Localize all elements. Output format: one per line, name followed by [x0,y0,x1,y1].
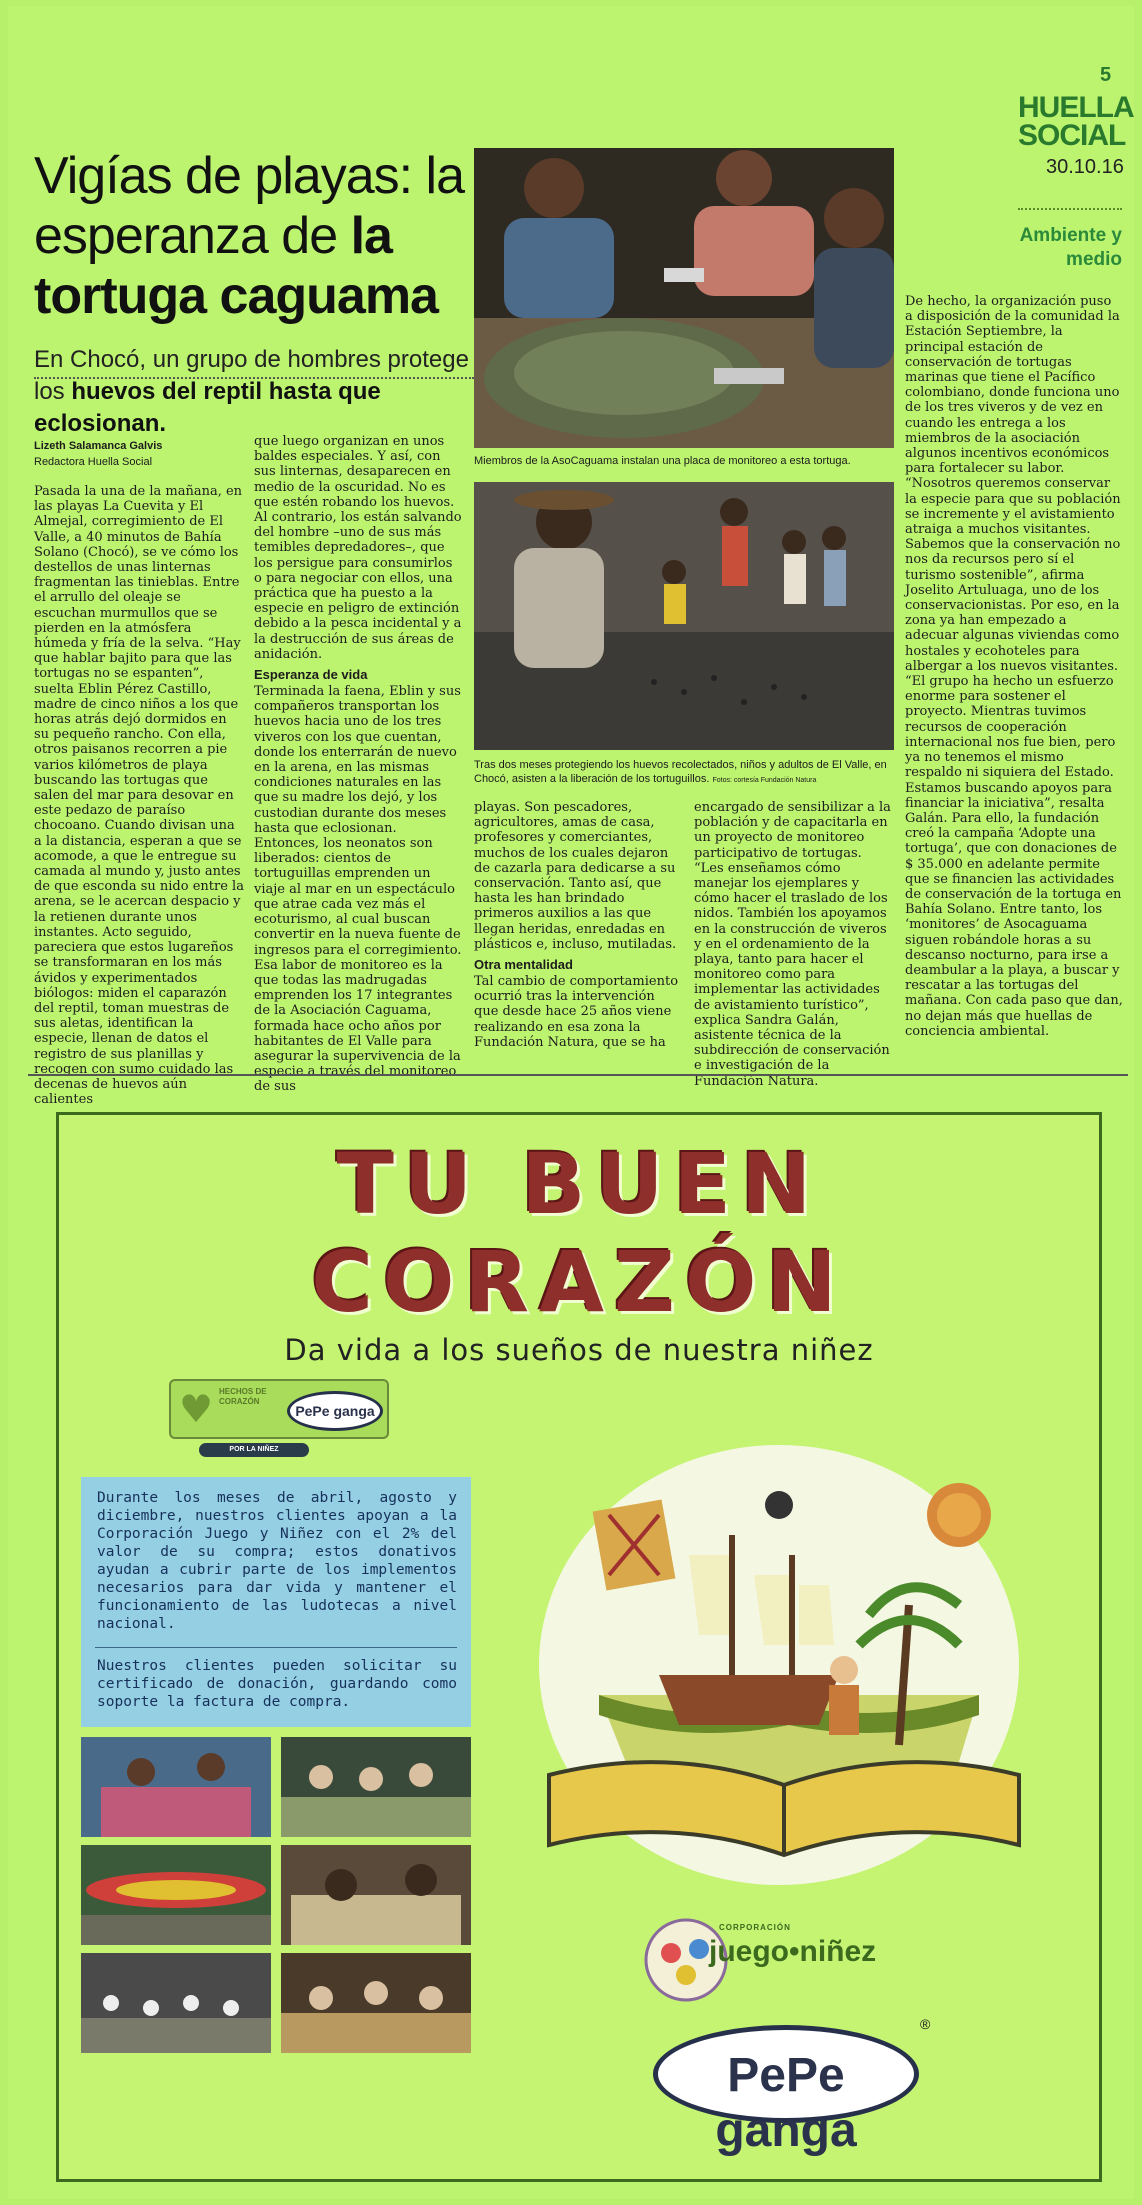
subtitle-bold: huevos del reptil hasta que eclosionan. [34,378,381,437]
article-column-4 [694,800,894,1089]
ad-photo [81,1845,271,1945]
ad-photo [281,1953,471,2053]
ad-photo [81,1737,271,1837]
photo-credit: Fotos: cortesía Fundación Natura [712,777,817,784]
body-text: Terminada la faena, Eblin y sus compañeros transportan los huevos hacia uno de los tres viveros con los que cuentan, donde los enterrarán de nuevo en la arena, en las mismas condiciones naturales en las que su madre los dejó, y los custodian durante dos meses hasta que eclosionan. Entonces, los neonatos son liberados: cientos de tortuguillas emprenden un viaje al mar en un espectáculo que atrae cada vez más el ecoturismo, al cual buscan convertir en la nueva fuente de ingresos para el corregimiento. Esa labor de monitoreo es la que todas las madrugadas emprenden los 17 integrantes de la Asociación Caguama, formada hace ocho años por habitantes de El Valle para asegurar la supervivencia de la especie a través del monitoreo de sus [254,684,462,1095]
body-text: que luego organizan en unos baldes especiales. Y así, con sus linternas, desaparecen en medio de la oscuridad. No es que estén robando los huevos. Al contrario, los están salvando del hombre –uno de sus más temibles depredadores–, que los persigue para consumirlos o para negociar con ellos, una práctica que ha puesto a la especie en peligro de extinción debido a la pesca incidental y a la destrucción de sus áreas de anidación. [254,434,462,662]
headline-light: Vigías de playas: la esperanza de [34,147,464,265]
section-divider [28,1074,1128,1076]
ad-title [59,1135,1099,1331]
photo-hatchling-release [474,482,894,750]
heart-icon: ♥ [179,1387,214,1431]
subheading-mentalidad: Otra mentalidad [474,957,573,973]
brand-line2: SOCIAL [1018,119,1126,152]
body-text: Pasada la una de la mañana, en las playas La Cuevita y El Almejal, corregimiento de El Valle, a 40 minutos de Bahía Solano (Chocó), se ve cómo los destellos de unas linternas fragmentan las tinieblas. Entre el arrullo del oleaje se escuchan murmullos que se pierden en la atmósfera húmeda y fría de la selva. “Hay que hablar bajito para que las tortugas no se espanten”, suelta Eblin Pérez Castillo, madre de cinco niños a los que horas atrás dejó dormidos en su pequeño rancho. Con ella, otros paisanos recorren a pie varios kilómetros de playa buscando las tortugas que salen del mar para desovar en este pedazo de paraíso chocoano. Cuando divisan una a la distancia, esperan a que se acomode, a que le entregue su camada al mundo y, justo antes de que esconda su nido entre la arena, se le acercan despacio y la retienen durante unos instantes. Acto seguido, pareciera que estos lugareños se transformaran en los más ávidos y experimentados biólogos: miden el caparazón del reptil, toman muestras de sus aletas, identifican la especie, llenan de datos el registro de sus planillas y recogen con sumo cuidado las decenas de huevos aún calientes [34,484,244,1108]
ad-photo [281,1737,471,1837]
ad-photo-image [281,1845,471,1945]
newspaper-page [8,6,1134,2199]
page-number: 5 [1100,64,1112,86]
pepe-ganga-logo [653,2016,931,2157]
corporacion-name: juego•niñez [709,1935,877,1968]
registered-mark: ® [920,2016,931,2032]
hatchling-photo-illustration [474,482,894,750]
divider [34,377,474,379]
caption-photo2 [474,758,894,788]
ad-subtitle: Da vida a los sueños de nuestra niñez [284,1333,874,1367]
subheading-esperanza: Esperanza de vida [254,667,368,683]
article-column-2 [254,434,464,1095]
ad-photo-image [81,1845,271,1945]
divider [1018,208,1122,210]
headline [34,146,474,326]
subtitle-light: En Chocó, un grupo de hombres protege los [34,346,469,405]
ad-photo [81,1953,271,2053]
pepe-ganga-text: PePe ganga [715,2049,857,2157]
hechos-label: HECHOS DE CORAZÓN [219,1387,267,1406]
pirate-ship-book-icon [489,1445,1079,1905]
headline-bold: la tortuga caguama [34,207,438,325]
advertisement [56,1112,1102,2182]
ad-photo-image [281,1953,471,2053]
storybook-illustration [489,1445,1079,1905]
ad-title-line2: CORAZÓN [311,1233,847,1331]
body-text: playas. Son pescadores, agricultores, amas de casa, profesores y comerciantes, muchos de los cuales dejaron de cazarla para dedicarse a su conservación. Tanto así, que hasta les han brindado primeros auxilios a las que llegan heridas, enredadas en plásticos e, incluso, mutiladas. [474,800,677,952]
ad-paragraph-1: Durante los meses de abril, agosto y diciembre, nuestros clientes apoyan a la Corporación Juego y Niñez con el 2% del valor de su compra; estos donativos ayudan a cubrir parte de los implementos necesarios para dar vida y mantener el funcionamiento de las ludotecas a nivel nacional. [97,1490,457,1632]
turtle-photo-illustration [474,148,894,448]
subtitle [34,344,474,440]
corporacion-label: CORPORACIÓN [719,1923,791,1932]
article-column-3 [474,800,679,1050]
ad-text-box [81,1477,471,1727]
ad-photo-image [81,1737,271,1837]
article-column-1 [34,438,244,1107]
author-role: Redactora Huella Social [34,456,153,468]
section-label: Ambiente y medio [1019,225,1122,270]
hechos-de-corazon-badge [169,1379,389,1439]
caption-photo2-text: Tras dos meses protegiendo los huevos recolectados, niños y adultos de El Valle, en Chocó, asisten a la liberación de los tortuguillos. [474,759,887,785]
body-text: De hecho, la organización puso a disposición de la comunidad la Estación Septiembre, la principal estación de conservación de tortugas marinas que tiene el Pacífico colombiano, donde funciona uno de los tres viveros y de vez en cuando les entrega a los miembros de la asociación algunos incentivos económicos para fortalecer su labor. “Nosotros queremos conservar la especie para que su población se incremente y el avistamiento atraiga a muchos visitantes. Sabemos que la conservación no nos da recursos pero sí el turismo sostenible”, afirma Joselito Artuluaga, uno de los conservacionistas. Por eso, en la zona ya han empezado a adecuar algunas viviendas como hostales y ecohoteles para albergar a los nuevos visitantes. “El grupo ha hecho un esfuerzo enorme para sostener el proyecto. Mientras tuvimos recursos de cooperación internacional nos fue bien, pero ya no tenemos el mismo respaldo ni siquiera del Estado. Estamos buscando apoyos para financiar la iniciativa”, resalta Galán. Para ello, la fundación creó la campaña ‘Adopte una tortuga’, que con donaciones de $ 35.000 en adelante permite que se financien las actividades de conservación de la tortuga en Bahía Solano. Entre tanto, los ‘monitores’ de Asocaguama siguen robándole horas a su descanso nocturno, para irse a deambular a la playa, a buscar y rescatar a las tortugas del mañana. Con cada paso que dan, no dejan más que huellas de conciencia ambiental. [905,294,1123,1039]
brand-line1: HUELLA [1018,91,1134,124]
caption-photo1: Miembros de la AsoCaguama instalan una placa de monitoreo a esta tortuga. [474,455,851,467]
photo-turtle-tagging [474,148,894,448]
issue-date: 30.10.16 [1046,156,1124,178]
divider [95,1647,457,1648]
brand-logo [1018,91,1134,152]
ad-photo-image [281,1737,471,1837]
ad-title-line1: TU BUEN [336,1135,822,1233]
ad-photo-image [81,1953,271,2053]
hechos-footer: POR LA NIÑEZ [199,1443,309,1457]
pepe-ganga-logo-small: PePe ganga [287,1391,383,1431]
ad-photo [281,1845,471,1945]
ad-paragraph-2: Nuestros clientes pueden solicitar su certificado de donación, guardando como soporte la factura de compra. [97,1658,457,1710]
body-text: Tal cambio de comportamiento ocurrió tras la intervención que desde hace 25 años viene realizando en esa zona la Fundación Natura, que se ha [474,974,679,1050]
body-text: encargado de sensibilizar a la población y de capacitarla en un proyecto de monitoreo participativo de tortugas. “Les enseñamos cómo manejar los ejemplares y cómo hacer el traslado de los nidos. También los apoyamos en la construcción de viveros y en el ordenamiento de la playa, tanto para hacer el monitoreo como para implementar las actividades de avistamiento turístico”, explica Sandra Galán, asistente técnica de la subdirección de conservación e investigación de la Fundación Natura. [694,800,891,1089]
article-column-5 [905,294,1123,1039]
ad-photo-grid [81,1737,471,2167]
author-name: Lizeth Salamanca Galvis [34,440,163,452]
